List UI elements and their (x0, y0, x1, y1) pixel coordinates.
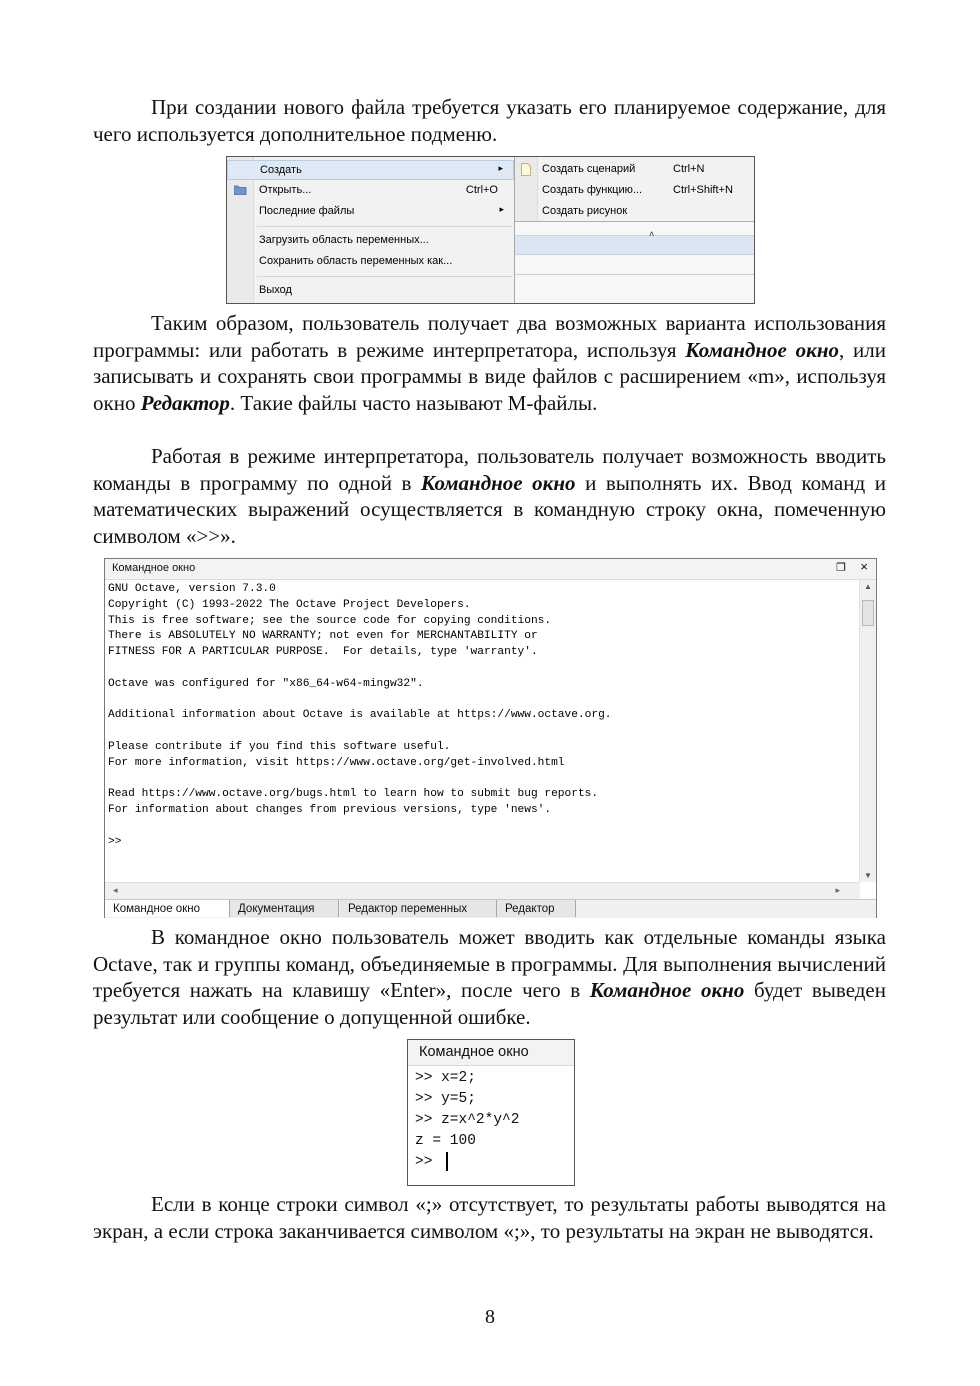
command-line: >> z=x^2*y^2 (415, 1112, 520, 1128)
scroll-thumb[interactable] (862, 600, 874, 626)
paragraph-1 (93, 94, 886, 147)
vertical-scrollbar[interactable] (859, 580, 876, 882)
submenu-arrow-icon: ▸ (499, 204, 504, 214)
background-toolbar (515, 235, 754, 255)
submenu-item-new-script[interactable]: Создать сценарий Ctrl+N (515, 160, 754, 180)
scroll-left-icon[interactable]: ◂ (113, 885, 118, 895)
tab-editor[interactable]: Редактор (497, 900, 576, 917)
command-line: >> y=5; (415, 1091, 476, 1107)
page-number: 8 (485, 1306, 495, 1328)
submenu-arrow-icon: ▸ (498, 163, 503, 173)
folder-icon (234, 185, 247, 195)
result-line: z = 100 (415, 1133, 476, 1149)
create-submenu (515, 157, 754, 222)
text-cursor (446, 1152, 448, 1171)
scroll-down-icon[interactable]: ▼ (864, 871, 872, 880)
menu-item-save-workspace[interactable]: Сохранить область переменных как... (259, 255, 453, 267)
undock-icon[interactable]: ❐ (836, 562, 846, 574)
scroll-right-icon[interactable]: ▸ (835, 885, 840, 895)
close-icon[interactable]: × (860, 559, 868, 574)
small-window-title: Командное окно (419, 1044, 529, 1060)
file-menu (227, 157, 515, 303)
paragraph-5: Если в конце строки символ «;» отсутствует, то результаты работы выводятся на экран, а если строка заканчивается символом «;», то результаты на экран не выводятся. (93, 1192, 886, 1243)
horizontal-scrollbar[interactable] (105, 882, 860, 899)
small-command-window (407, 1039, 575, 1186)
new-file-icon (521, 163, 531, 176)
command-line: >> x=2; (415, 1070, 476, 1086)
command-window-output[interactable]: GNU Octave, version 7.3.0 Copyright (C) 1993-2022 The Octave Project Developers. This is free software; see the source code for copying conditions. There is ABSOLUTELY NO WARRANTY; not even for MERCHANTABILITY or FITNESS FOR A PARTICULAR PURPOSE. For details, type 'warranty'. Octave was configured for "x86_64-w64-mingw32". Additional information about Octave is available at https://www.octave.org. Please contribute if you find this software useful. For more information, visit https://www.octave.org/get-involved.html Read https://www.octave.org/bugs.html to learn how to submit bug reports. For information about changes from previous versions, type 'news'. >> (108, 583, 612, 848)
menu-separator (257, 276, 512, 277)
menu-item-create[interactable]: Создать ▸ (227, 160, 514, 180)
tab-documentation[interactable]: Документация (230, 900, 339, 917)
menu-item-recent-files[interactable]: Последние файлы ▸ (259, 204, 504, 217)
menu-item-exit[interactable]: Выход (259, 284, 292, 296)
scroll-up-icon[interactable]: ▲ (864, 582, 872, 591)
file-menu-screenshot (226, 156, 755, 304)
submenu-item-new-function[interactable]: Создать функцию... Ctrl+Shift+N (542, 184, 733, 196)
paragraph-1-text: При создании нового файла требуется указать его планируемое содержание, для чего используется дополнительное подменю. (93, 95, 886, 146)
window-tabs (105, 899, 876, 918)
command-window-titlebar (105, 559, 876, 580)
tab-variable-editor[interactable]: Редактор переменных (340, 900, 497, 917)
background-area (515, 221, 754, 303)
small-window-titlebar (408, 1040, 574, 1066)
background-divider (515, 274, 754, 275)
prompt-line[interactable]: >> (415, 1154, 442, 1170)
paragraph-3: Работая в режиме интерпретатора, пользователь получает возможность вводить команды в программу по одной в Командное окно и выполнять их. Ввод команд и математических выражений осуществляется в командную строку окна, помеченную символом «>>». (93, 444, 886, 548)
caret-up-icon: ˄ (649, 229, 655, 239)
command-window-title: Командное окно (112, 562, 196, 574)
menu-item-load-workspace[interactable]: Загрузить область переменных... (259, 234, 429, 246)
paragraph-2: Таким образом, пользователь получает два возможных варианта использования программы: или работать в режиме интерпретатора, используя Командное окно, или записывать и сохранять свои программы в виде файлов с расширением «m», используя окно Редактор. Такие файлы часто называют M-файлы. (93, 311, 886, 415)
command-window-screenshot (104, 558, 877, 918)
tab-command-window[interactable]: Командное окно (105, 900, 230, 917)
menu-separator (257, 226, 512, 227)
menu-item-open[interactable]: Открыть... Ctrl+O (227, 181, 514, 201)
paragraph-4: В командное окно пользователь может вводить как отдельные команды языка Octave, так и группы команд, объединяемые в программы. Для выполнения вычислений требуется нажать на клавишу «Enter», после чего в Командное окно будет выведен результат или сообщение о допущенной ошибке. (93, 925, 886, 1029)
submenu-item-new-figure[interactable]: Создать рисунок (542, 205, 628, 217)
